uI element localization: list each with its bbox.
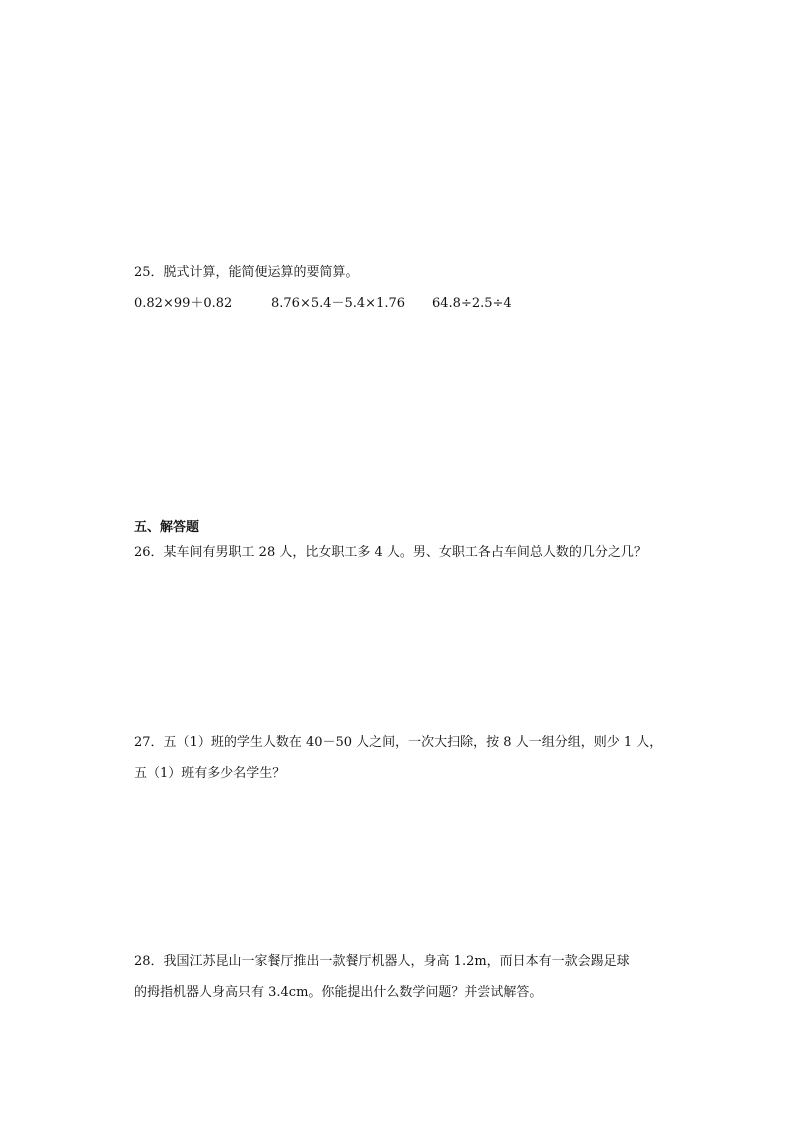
q25-expression-3: 64.8÷2.5÷4 (432, 296, 512, 311)
section-heading: 五、解答题 (134, 520, 200, 535)
q25-expression-1: 0.82×99＋0.82 (134, 296, 233, 311)
q28-line-1: 28．我国江苏昆山一家餐厅推出一款餐厅机器人，身高 1.2m，而日本有一款会踢足球 (134, 954, 630, 969)
q28-line-2: 的拇指机器人身高只有 3.4cm。你能提出什么数学问题？并尝试解答。 (134, 985, 543, 1000)
q25-expression-2: 8.76×5.4－5.4×1.76 (271, 296, 406, 311)
question-26: 26．某车间有男职工 28 人，比女职工多 4 人。男、女职工各占车间总人数的几分之几？ (134, 545, 647, 560)
q27-line-2: 五（1）班有多少名学生？ (134, 766, 286, 781)
q27-line-1: 27．五（1）班的学生人数在 40－50 人之间，一次大扫除，按 8 人一组分组，则少 1 人， (134, 735, 663, 750)
q25-title: 25．脱式计算，能简便运算的要简算。 (134, 265, 359, 280)
